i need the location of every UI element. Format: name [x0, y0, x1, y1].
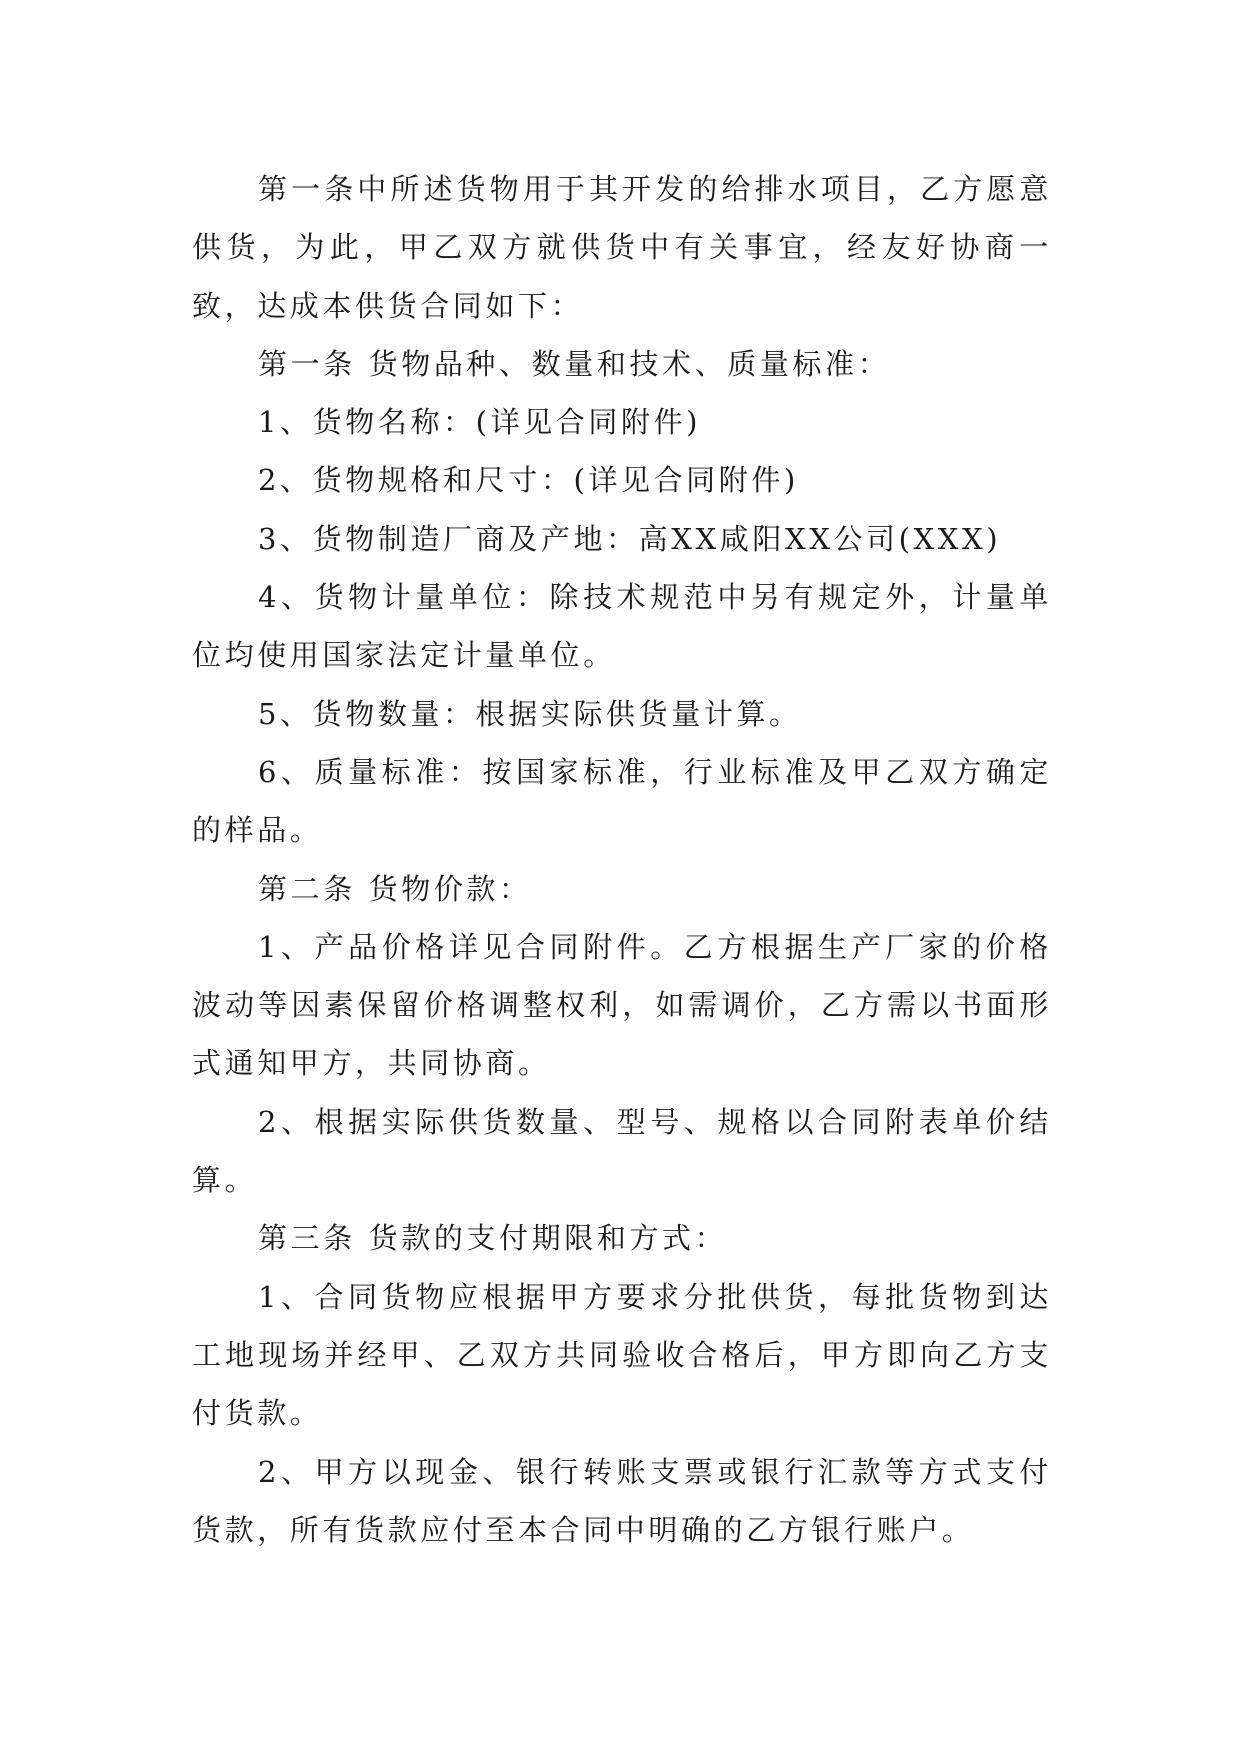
clause-3-1: 1、合同货物应根据甲方要求分批供货，每批货物到达工地现场并经甲、乙双方共同验收合格后，甲方即向乙方支付货款。 [192, 1279, 1052, 1431]
section-heading-3: 第三条 货款的支付期限和方式： [258, 1221, 728, 1256]
document-body [192, 160, 1052, 1559]
clause-1-1: 1、货物名称：(详见合同附件) [258, 405, 702, 440]
clause-3-2: 2、甲方以现金、银行转账支票或银行汇款等方式支付货款，所有货款应付至本合同中明确的乙方银行账户。 [192, 1454, 1052, 1547]
clause-1-6: 6、质量标准：按国家标准，行业标准及甲乙双方确定的样品。 [192, 754, 1052, 848]
clause-1-3: 3、货物制造厂商及产地：高XX咸阳XX公司(XXX) [258, 521, 1002, 556]
clause-2-2: 2、根据实际供货数量、型号、规格以合同附表单价结算。 [192, 1104, 1052, 1198]
section-heading-2: 第二条 货物价款： [258, 871, 532, 906]
clause-1-5: 5、货物数量：根据实际供货量计算。 [258, 696, 802, 731]
clause-1-2: 2、货物规格和尺寸：(详见合同附件) [258, 463, 799, 498]
clause-2-1: 1、产品价格详见合同附件。乙方根据生产厂家的价格波动等因素保留价格调整权利，如需调价，乙方需以书面形式通知甲方，共同协商。 [192, 929, 1052, 1081]
section-heading-1: 第一条 货物品种、数量和技术、质量标准： [258, 346, 891, 381]
clause-1-4: 4、货物计量单位：除技术规范中另有规定外，计量单位均使用国家法定计量单位。 [192, 580, 1052, 673]
paragraph-intro: 第一条中所述货物用于其开发的给排水项目，乙方愿意供货，为此，甲乙双方就供货中有关事宜，经友好协商一致，达成本供货合同如下： [192, 172, 1052, 323]
